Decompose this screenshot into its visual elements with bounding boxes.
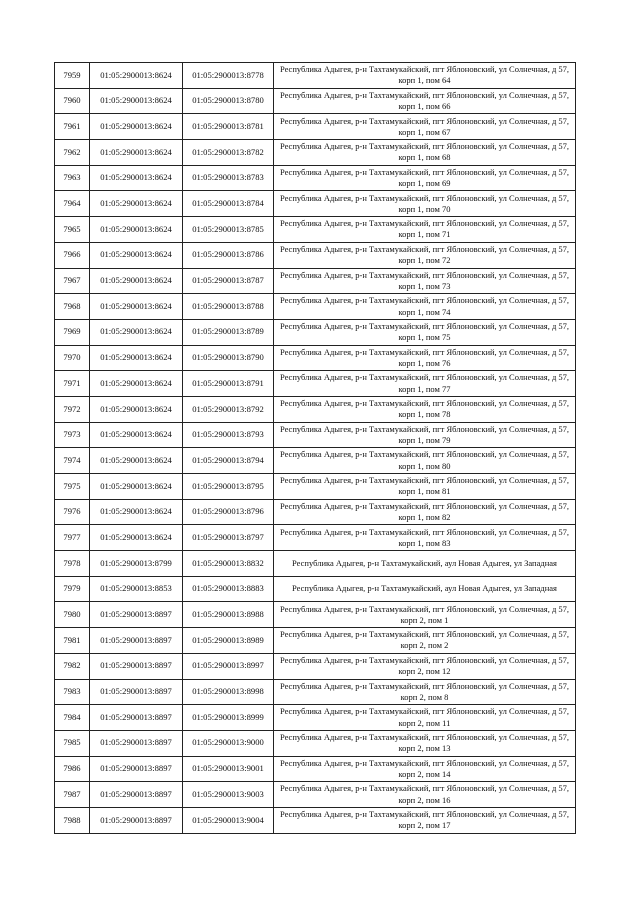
table-row: [55, 268, 576, 294]
parent-cadastral-number: 01:05:2900013:8624: [90, 242, 183, 268]
cadastral-number: 01:05:2900013:8781: [183, 114, 274, 140]
table-row: [55, 576, 576, 602]
parent-cadastral-number: 01:05:2900013:8624: [90, 88, 183, 114]
row-number: 7963: [55, 165, 90, 191]
cadastral-number: 01:05:2900013:8786: [183, 242, 274, 268]
row-number: 7970: [55, 345, 90, 371]
cadastral-number: 01:05:2900013:9004: [183, 807, 274, 833]
parent-cadastral-number: 01:05:2900013:8624: [90, 319, 183, 345]
table-row: [55, 499, 576, 525]
table-row: [55, 191, 576, 217]
address: Республика Адыгея, р-н Тахтамукайский, пгт Яблоновский, ул Солнечная, д 57, корп 2, пом 2: [274, 628, 576, 654]
table-row: [55, 319, 576, 345]
cadastral-number: 01:05:2900013:8999: [183, 705, 274, 731]
table-row: [55, 782, 576, 808]
cadastral-number: 01:05:2900013:8787: [183, 268, 274, 294]
cadastral-table: [54, 62, 576, 834]
address: Республика Адыгея, р-н Тахтамукайский, пгт Яблоновский, ул Солнечная, д 57, корп 1, пом 73: [274, 268, 576, 294]
parent-cadastral-number: 01:05:2900013:8624: [90, 217, 183, 243]
cadastral-number: 01:05:2900013:9003: [183, 782, 274, 808]
parent-cadastral-number: 01:05:2900013:8624: [90, 422, 183, 448]
table-row: [55, 602, 576, 628]
address: Республика Адыгея, р-н Тахтамукайский, пгт Яблоновский, ул Солнечная, д 57, корп 1, пом 69: [274, 165, 576, 191]
address: Республика Адыгея, р-н Тахтамукайский, пгт Яблоновский, ул Солнечная, д 57, корп 1, пом 82: [274, 499, 576, 525]
row-number: 7964: [55, 191, 90, 217]
parent-cadastral-number: 01:05:2900013:8853: [90, 576, 183, 602]
address: Республика Адыгея, р-н Тахтамукайский, пгт Яблоновский, ул Солнечная, д 57, корп 1, пом 83: [274, 525, 576, 551]
cadastral-number: 01:05:2900013:8790: [183, 345, 274, 371]
row-number: 7971: [55, 371, 90, 397]
parent-cadastral-number: 01:05:2900013:8624: [90, 345, 183, 371]
parent-cadastral-number: 01:05:2900013:8624: [90, 268, 183, 294]
cadastral-number: 01:05:2900013:8788: [183, 294, 274, 320]
row-number: 7969: [55, 319, 90, 345]
parent-cadastral-number: 01:05:2900013:8624: [90, 140, 183, 166]
cadastral-number: 01:05:2900013:8783: [183, 165, 274, 191]
address: Республика Адыгея, р-н Тахтамукайский, пгт Яблоновский, ул Солнечная, д 57, корп 2, пом 12: [274, 653, 576, 679]
cadastral-number: 01:05:2900013:8988: [183, 602, 274, 628]
cadastral-number: 01:05:2900013:8785: [183, 217, 274, 243]
parent-cadastral-number: 01:05:2900013:8624: [90, 525, 183, 551]
address: Республика Адыгея, р-н Тахтамукайский, пгт Яблоновский, ул Солнечная, д 57, корп 1, пом 68: [274, 140, 576, 166]
address: Республика Адыгея, р-н Тахтамукайский, пгт Яблоновский, ул Солнечная, д 57, корп 1, пом 64: [274, 63, 576, 89]
cadastral-number: 01:05:2900013:8832: [183, 551, 274, 577]
parent-cadastral-number: 01:05:2900013:8897: [90, 756, 183, 782]
table-row: [55, 345, 576, 371]
row-number: 7966: [55, 242, 90, 268]
address: Республика Адыгея, р-н Тахтамукайский, пгт Яблоновский, ул Солнечная, д 57, корп 1, пом 74: [274, 294, 576, 320]
cadastral-number: 01:05:2900013:9001: [183, 756, 274, 782]
row-number: 7968: [55, 294, 90, 320]
row-number: 7975: [55, 474, 90, 500]
row-number: 7977: [55, 525, 90, 551]
address: Республика Адыгея, р-н Тахтамукайский, пгт Яблоновский, ул Солнечная, д 57, корп 1, пом 79: [274, 422, 576, 448]
cadastral-number: 01:05:2900013:8883: [183, 576, 274, 602]
row-number: 7981: [55, 628, 90, 654]
parent-cadastral-number: 01:05:2900013:8624: [90, 191, 183, 217]
table-row: [55, 114, 576, 140]
parent-cadastral-number: 01:05:2900013:8624: [90, 294, 183, 320]
table-row: [55, 165, 576, 191]
address: Республика Адыгея, р-н Тахтамукайский, пгт Яблоновский, ул Солнечная, д 57, корп 2, пом 16: [274, 782, 576, 808]
parent-cadastral-number: 01:05:2900013:8624: [90, 448, 183, 474]
address: Республика Адыгея, р-н Тахтамукайский, пгт Яблоновский, ул Солнечная, д 57, корп 1, пом 70: [274, 191, 576, 217]
address: Республика Адыгея, р-н Тахтамукайский, пгт Яблоновский, ул Солнечная, д 57, корп 2, пом 1: [274, 602, 576, 628]
row-number: 7985: [55, 730, 90, 756]
address: Республика Адыгея, р-н Тахтамукайский, пгт Яблоновский, ул Солнечная, д 57, корп 1, пом 77: [274, 371, 576, 397]
address: Республика Адыгея, р-н Тахтамукайский, пгт Яблоновский, ул Солнечная, д 57, корп 1, пом 80: [274, 448, 576, 474]
row-number: 7988: [55, 807, 90, 833]
table-row: [55, 730, 576, 756]
row-number: 7959: [55, 63, 90, 89]
parent-cadastral-number: 01:05:2900013:8897: [90, 807, 183, 833]
parent-cadastral-number: 01:05:2900013:8624: [90, 396, 183, 422]
parent-cadastral-number: 01:05:2900013:8624: [90, 165, 183, 191]
parent-cadastral-number: 01:05:2900013:8897: [90, 730, 183, 756]
table-row: [55, 63, 576, 89]
table-row: [55, 679, 576, 705]
table-body: [55, 63, 576, 834]
cadastral-number: 01:05:2900013:8791: [183, 371, 274, 397]
parent-cadastral-number: 01:05:2900013:8624: [90, 499, 183, 525]
table-row: [55, 294, 576, 320]
cadastral-number: 01:05:2900013:8792: [183, 396, 274, 422]
cadastral-number: 01:05:2900013:8784: [183, 191, 274, 217]
row-number: 7983: [55, 679, 90, 705]
address: Республика Адыгея, р-н Тахтамукайский, пгт Яблоновский, ул Солнечная, д 57, корп 1, пом 72: [274, 242, 576, 268]
parent-cadastral-number: 01:05:2900013:8897: [90, 782, 183, 808]
table-row: [55, 705, 576, 731]
address: Республика Адыгея, р-н Тахтамукайский, пгт Яблоновский, ул Солнечная, д 57, корп 1, пом 66: [274, 88, 576, 114]
table-row: [55, 242, 576, 268]
parent-cadastral-number: 01:05:2900013:8624: [90, 63, 183, 89]
row-number: 7984: [55, 705, 90, 731]
parent-cadastral-number: 01:05:2900013:8897: [90, 602, 183, 628]
row-number: 7980: [55, 602, 90, 628]
cadastral-number: 01:05:2900013:8796: [183, 499, 274, 525]
cadastral-number: 01:05:2900013:8789: [183, 319, 274, 345]
parent-cadastral-number: 01:05:2900013:8624: [90, 474, 183, 500]
cadastral-number: 01:05:2900013:8782: [183, 140, 274, 166]
row-number: 7973: [55, 422, 90, 448]
address: Республика Адыгея, р-н Тахтамукайский, пгт Яблоновский, ул Солнечная, д 57, корп 2, пом 11: [274, 705, 576, 731]
address: Республика Адыгея, р-н Тахтамукайский, пгт Яблоновский, ул Солнечная, д 57, корп 1, пом 67: [274, 114, 576, 140]
table-row: [55, 217, 576, 243]
table-row: [55, 88, 576, 114]
address: Республика Адыгея, р-н Тахтамукайский, пгт Яблоновский, ул Солнечная, д 57, корп 1, пом 76: [274, 345, 576, 371]
row-number: 7979: [55, 576, 90, 602]
row-number: 7960: [55, 88, 90, 114]
address: Республика Адыгея, р-н Тахтамукайский, пгт Яблоновский, ул Солнечная, д 57, корп 2, пом 17: [274, 807, 576, 833]
row-number: 7978: [55, 551, 90, 577]
row-number: 7961: [55, 114, 90, 140]
parent-cadastral-number: 01:05:2900013:8799: [90, 551, 183, 577]
address: Республика Адыгея, р-н Тахтамукайский, пгт Яблоновский, ул Солнечная, д 57, корп 1, пом 81: [274, 474, 576, 500]
table-row: [55, 756, 576, 782]
row-number: 7967: [55, 268, 90, 294]
cadastral-number: 01:05:2900013:8780: [183, 88, 274, 114]
table-row: [55, 422, 576, 448]
parent-cadastral-number: 01:05:2900013:8624: [90, 371, 183, 397]
address: Республика Адыгея, р-н Тахтамукайский, пгт Яблоновский, ул Солнечная, д 57, корп 1, пом 75: [274, 319, 576, 345]
parent-cadastral-number: 01:05:2900013:8897: [90, 679, 183, 705]
table-row: [55, 628, 576, 654]
table-row: [55, 474, 576, 500]
table-row: [55, 371, 576, 397]
row-number: 7976: [55, 499, 90, 525]
table-row: [55, 807, 576, 833]
table-row: [55, 525, 576, 551]
cadastral-number: 01:05:2900013:8998: [183, 679, 274, 705]
cadastral-number: 01:05:2900013:9000: [183, 730, 274, 756]
table-row: [55, 396, 576, 422]
address: Республика Адыгея, р-н Тахтамукайский, пгт Яблоновский, ул Солнечная, д 57, корп 2, пом 13: [274, 730, 576, 756]
address: Республика Адыгея, р-н Тахтамукайский, пгт Яблоновский, ул Солнечная, д 57, корп 1, пом 71: [274, 217, 576, 243]
row-number: 7986: [55, 756, 90, 782]
cadastral-number: 01:05:2900013:8795: [183, 474, 274, 500]
row-number: 7987: [55, 782, 90, 808]
row-number: 7982: [55, 653, 90, 679]
address: Республика Адыгея, р-н Тахтамукайский, аул Новая Адыгея, ул Западная: [274, 551, 576, 577]
table-row: [55, 551, 576, 577]
row-number: 7974: [55, 448, 90, 474]
row-number: 7965: [55, 217, 90, 243]
row-number: 7972: [55, 396, 90, 422]
address: Республика Адыгея, р-н Тахтамукайский, пгт Яблоновский, ул Солнечная, д 57, корп 1, пом 78: [274, 396, 576, 422]
table-row: [55, 140, 576, 166]
address: Республика Адыгея, р-н Тахтамукайский, пгт Яблоновский, ул Солнечная, д 57, корп 2, пом 14: [274, 756, 576, 782]
cadastral-number: 01:05:2900013:8794: [183, 448, 274, 474]
table-row: [55, 448, 576, 474]
parent-cadastral-number: 01:05:2900013:8897: [90, 628, 183, 654]
parent-cadastral-number: 01:05:2900013:8624: [90, 114, 183, 140]
cadastral-number: 01:05:2900013:8997: [183, 653, 274, 679]
row-number: 7962: [55, 140, 90, 166]
address: Республика Адыгея, р-н Тахтамукайский, аул Новая Адыгея, ул Западная: [274, 576, 576, 602]
address: Республика Адыгея, р-н Тахтамукайский, пгт Яблоновский, ул Солнечная, д 57, корп 2, пом 8: [274, 679, 576, 705]
cadastral-number: 01:05:2900013:8793: [183, 422, 274, 448]
cadastral-number: 01:05:2900013:8778: [183, 63, 274, 89]
table-row: [55, 653, 576, 679]
parent-cadastral-number: 01:05:2900013:8897: [90, 705, 183, 731]
cadastral-number: 01:05:2900013:8797: [183, 525, 274, 551]
parent-cadastral-number: 01:05:2900013:8897: [90, 653, 183, 679]
cadastral-number: 01:05:2900013:8989: [183, 628, 274, 654]
